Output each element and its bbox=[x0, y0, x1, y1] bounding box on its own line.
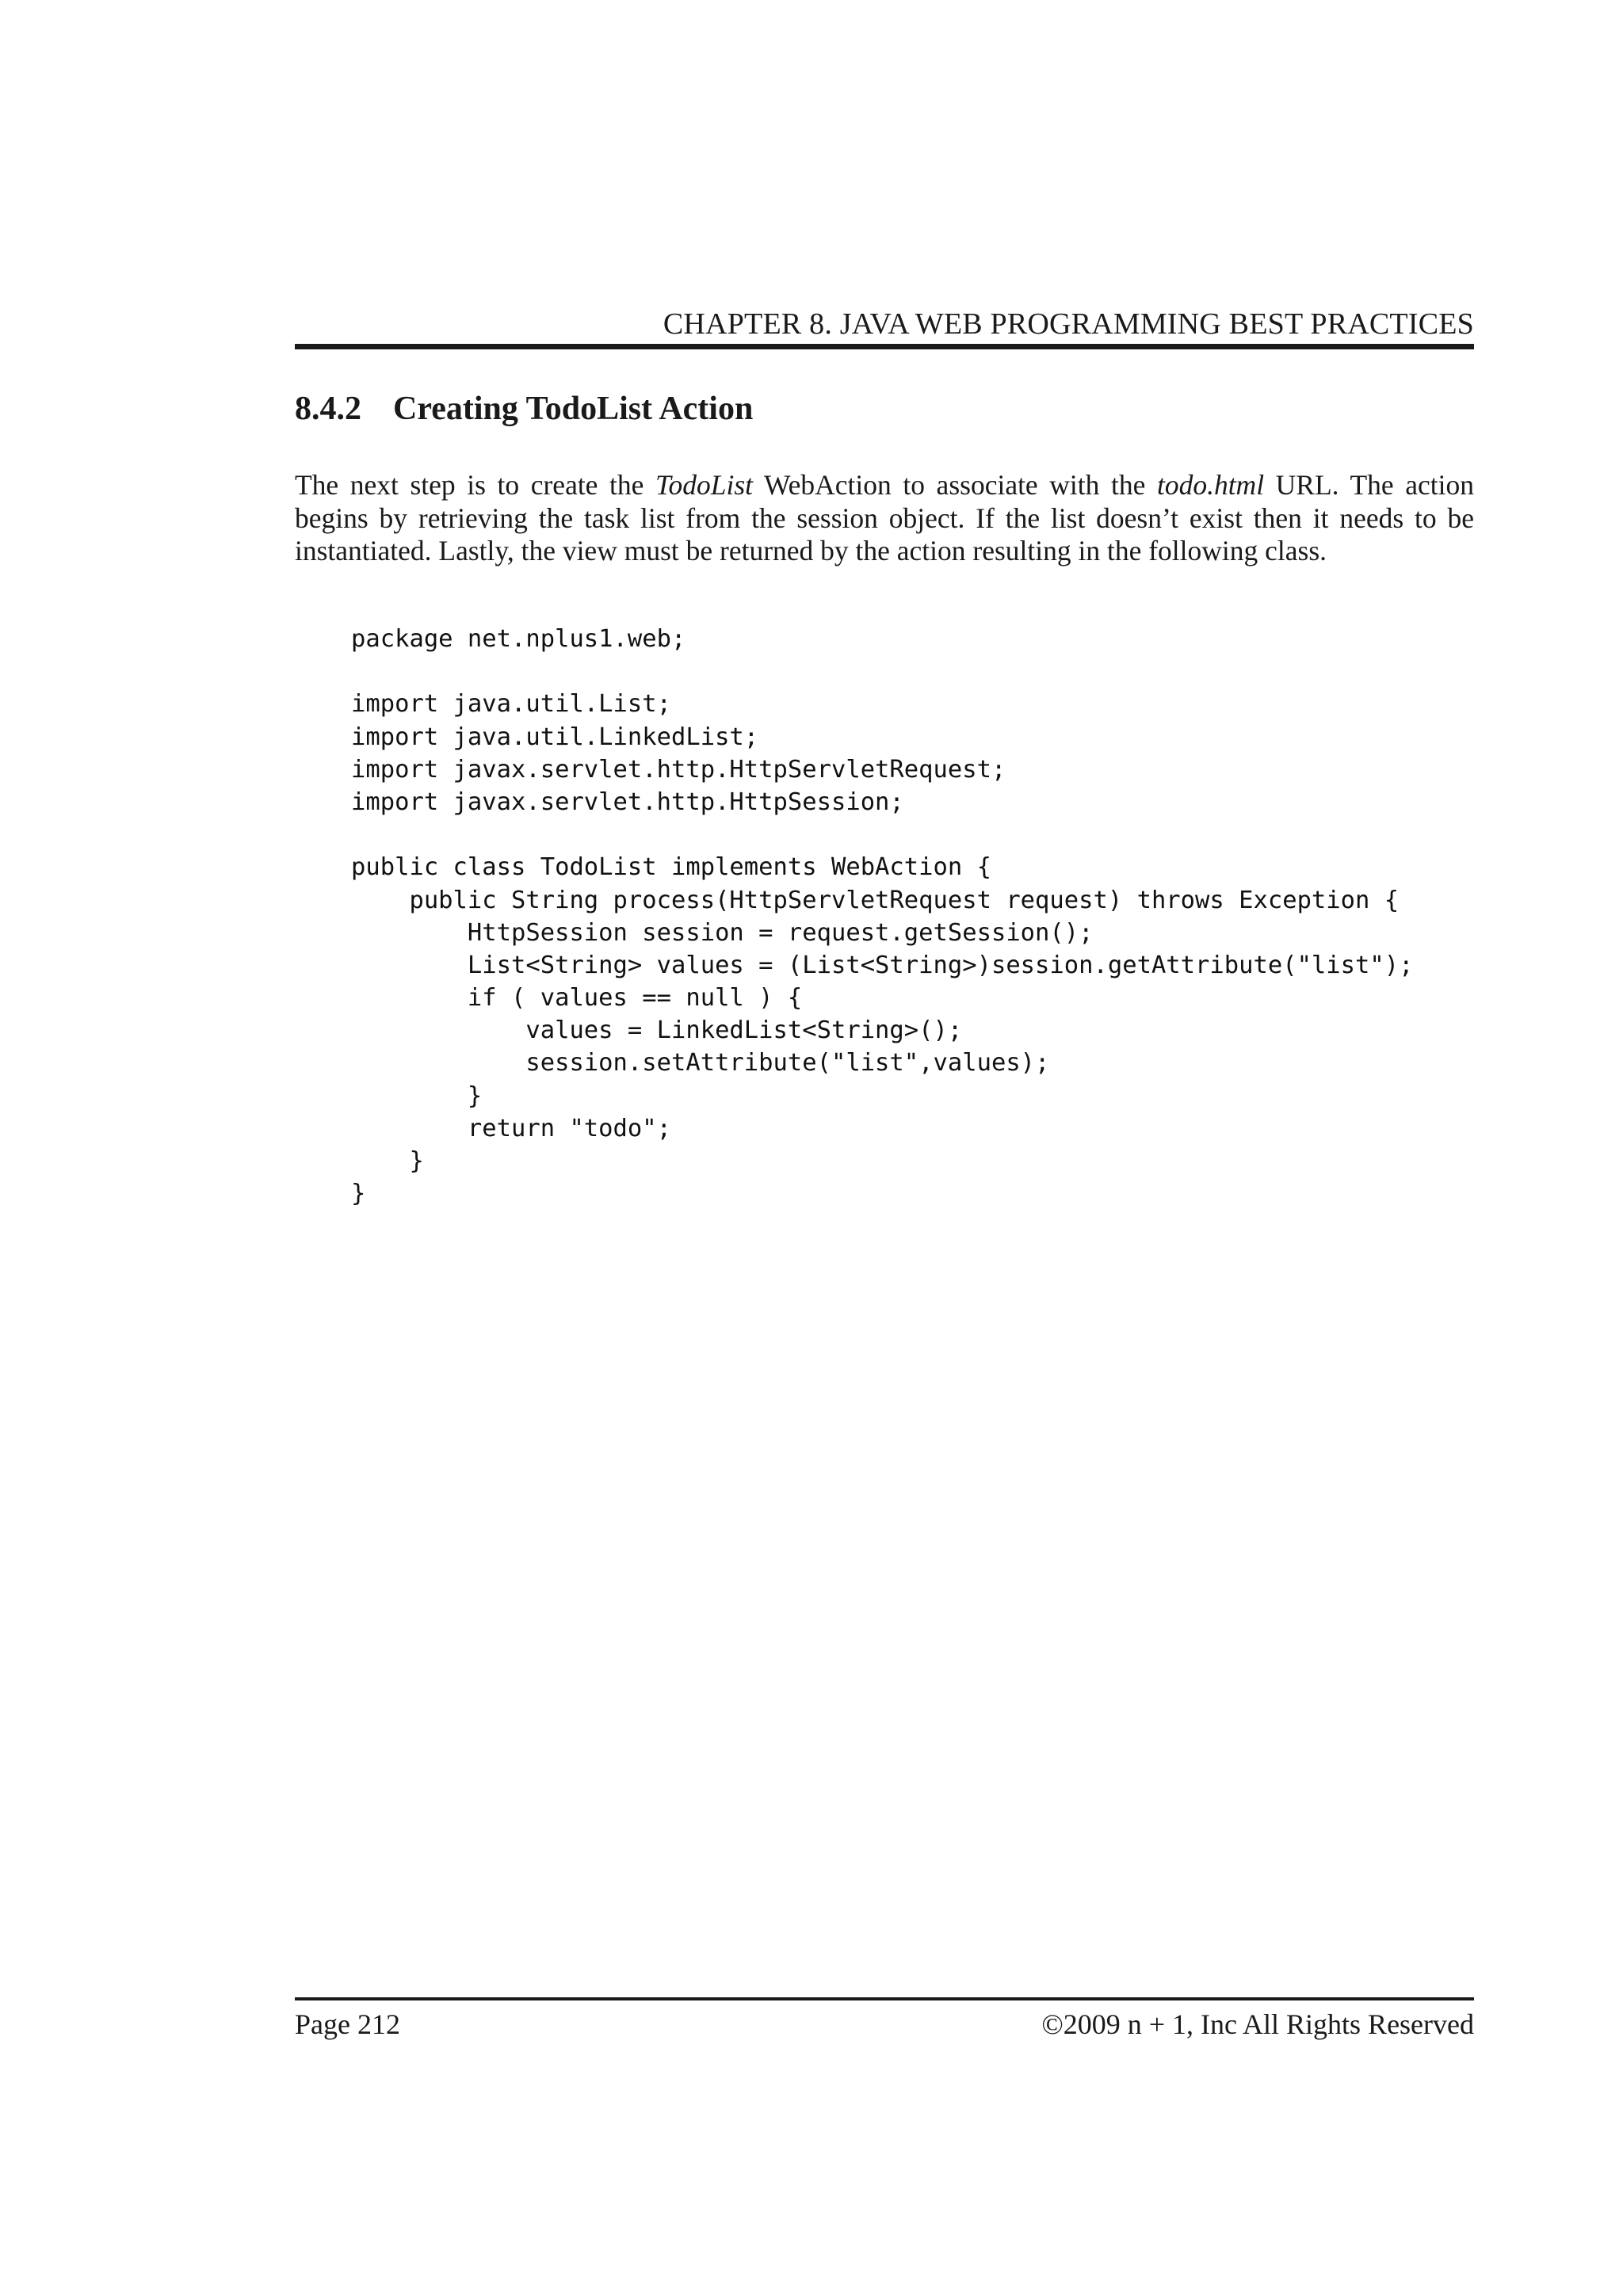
code-line: import javax.servlet.http.HttpServletRequest; bbox=[351, 755, 1006, 784]
code-line: } bbox=[351, 1180, 366, 1208]
code-line: } bbox=[351, 1147, 424, 1175]
emphasis-class-name: TodoList bbox=[655, 469, 754, 501]
paragraph-line-1 bbox=[295, 469, 1474, 502]
page-number: Page 212 bbox=[295, 2008, 400, 2040]
code-line: return "todo"; bbox=[351, 1114, 671, 1142]
code-line: List<String> values = (List<String>)session.getAttribute("list"); bbox=[351, 951, 1414, 979]
code-listing bbox=[351, 623, 1445, 1210]
footer-rule bbox=[295, 1997, 1474, 2000]
code-line: HttpSession session = request.getSession(); bbox=[351, 918, 1094, 947]
paragraph-text: The next step is to create the bbox=[295, 469, 655, 501]
running-header: CHAPTER 8. JAVA WEB PROGRAMMING BEST PRACTICES bbox=[663, 307, 1474, 341]
code-line: if ( values == null ) { bbox=[351, 984, 803, 1013]
section-number: 8.4.2 bbox=[295, 391, 361, 427]
paragraph-text: WebAction to associate with the bbox=[753, 469, 1157, 501]
code-line: import javax.servlet.http.HttpSession; bbox=[351, 788, 904, 816]
code-line: session.setAttribute("list",values); bbox=[351, 1049, 1050, 1077]
section-title: Creating TodoList Action bbox=[393, 391, 754, 427]
code-line bbox=[351, 818, 1445, 851]
emphasis-url: todo.html bbox=[1156, 469, 1265, 501]
code-line: public class TodoList implements WebAction { bbox=[351, 853, 991, 882]
copyright-notice: ©2009 n + 1, Inc All Rights Reserved bbox=[1041, 2008, 1474, 2040]
code-line: package net.nplus1.web; bbox=[351, 625, 686, 653]
section-heading bbox=[295, 387, 1474, 431]
code-line: public String process(HttpServletRequest request) throws Exception { bbox=[351, 886, 1400, 914]
header-rule bbox=[295, 344, 1474, 349]
code-line: import java.util.List; bbox=[351, 690, 671, 719]
paragraph-line-3: instantiated. Lastly, the view must be returned by the action resulting in the following class. bbox=[295, 535, 1327, 566]
paragraph-text: URL. The action bbox=[1264, 469, 1474, 501]
body-paragraph bbox=[295, 469, 1474, 568]
code-line: values = LinkedList<String>(); bbox=[351, 1016, 963, 1045]
code-line: import java.util.LinkedList; bbox=[351, 723, 759, 751]
code-line: } bbox=[351, 1081, 483, 1110]
paragraph-line-2: begins by retrieving the task list from the session object. If the list doesn’t exist then it needs to be bbox=[295, 502, 1474, 534]
code-line bbox=[351, 655, 1445, 688]
